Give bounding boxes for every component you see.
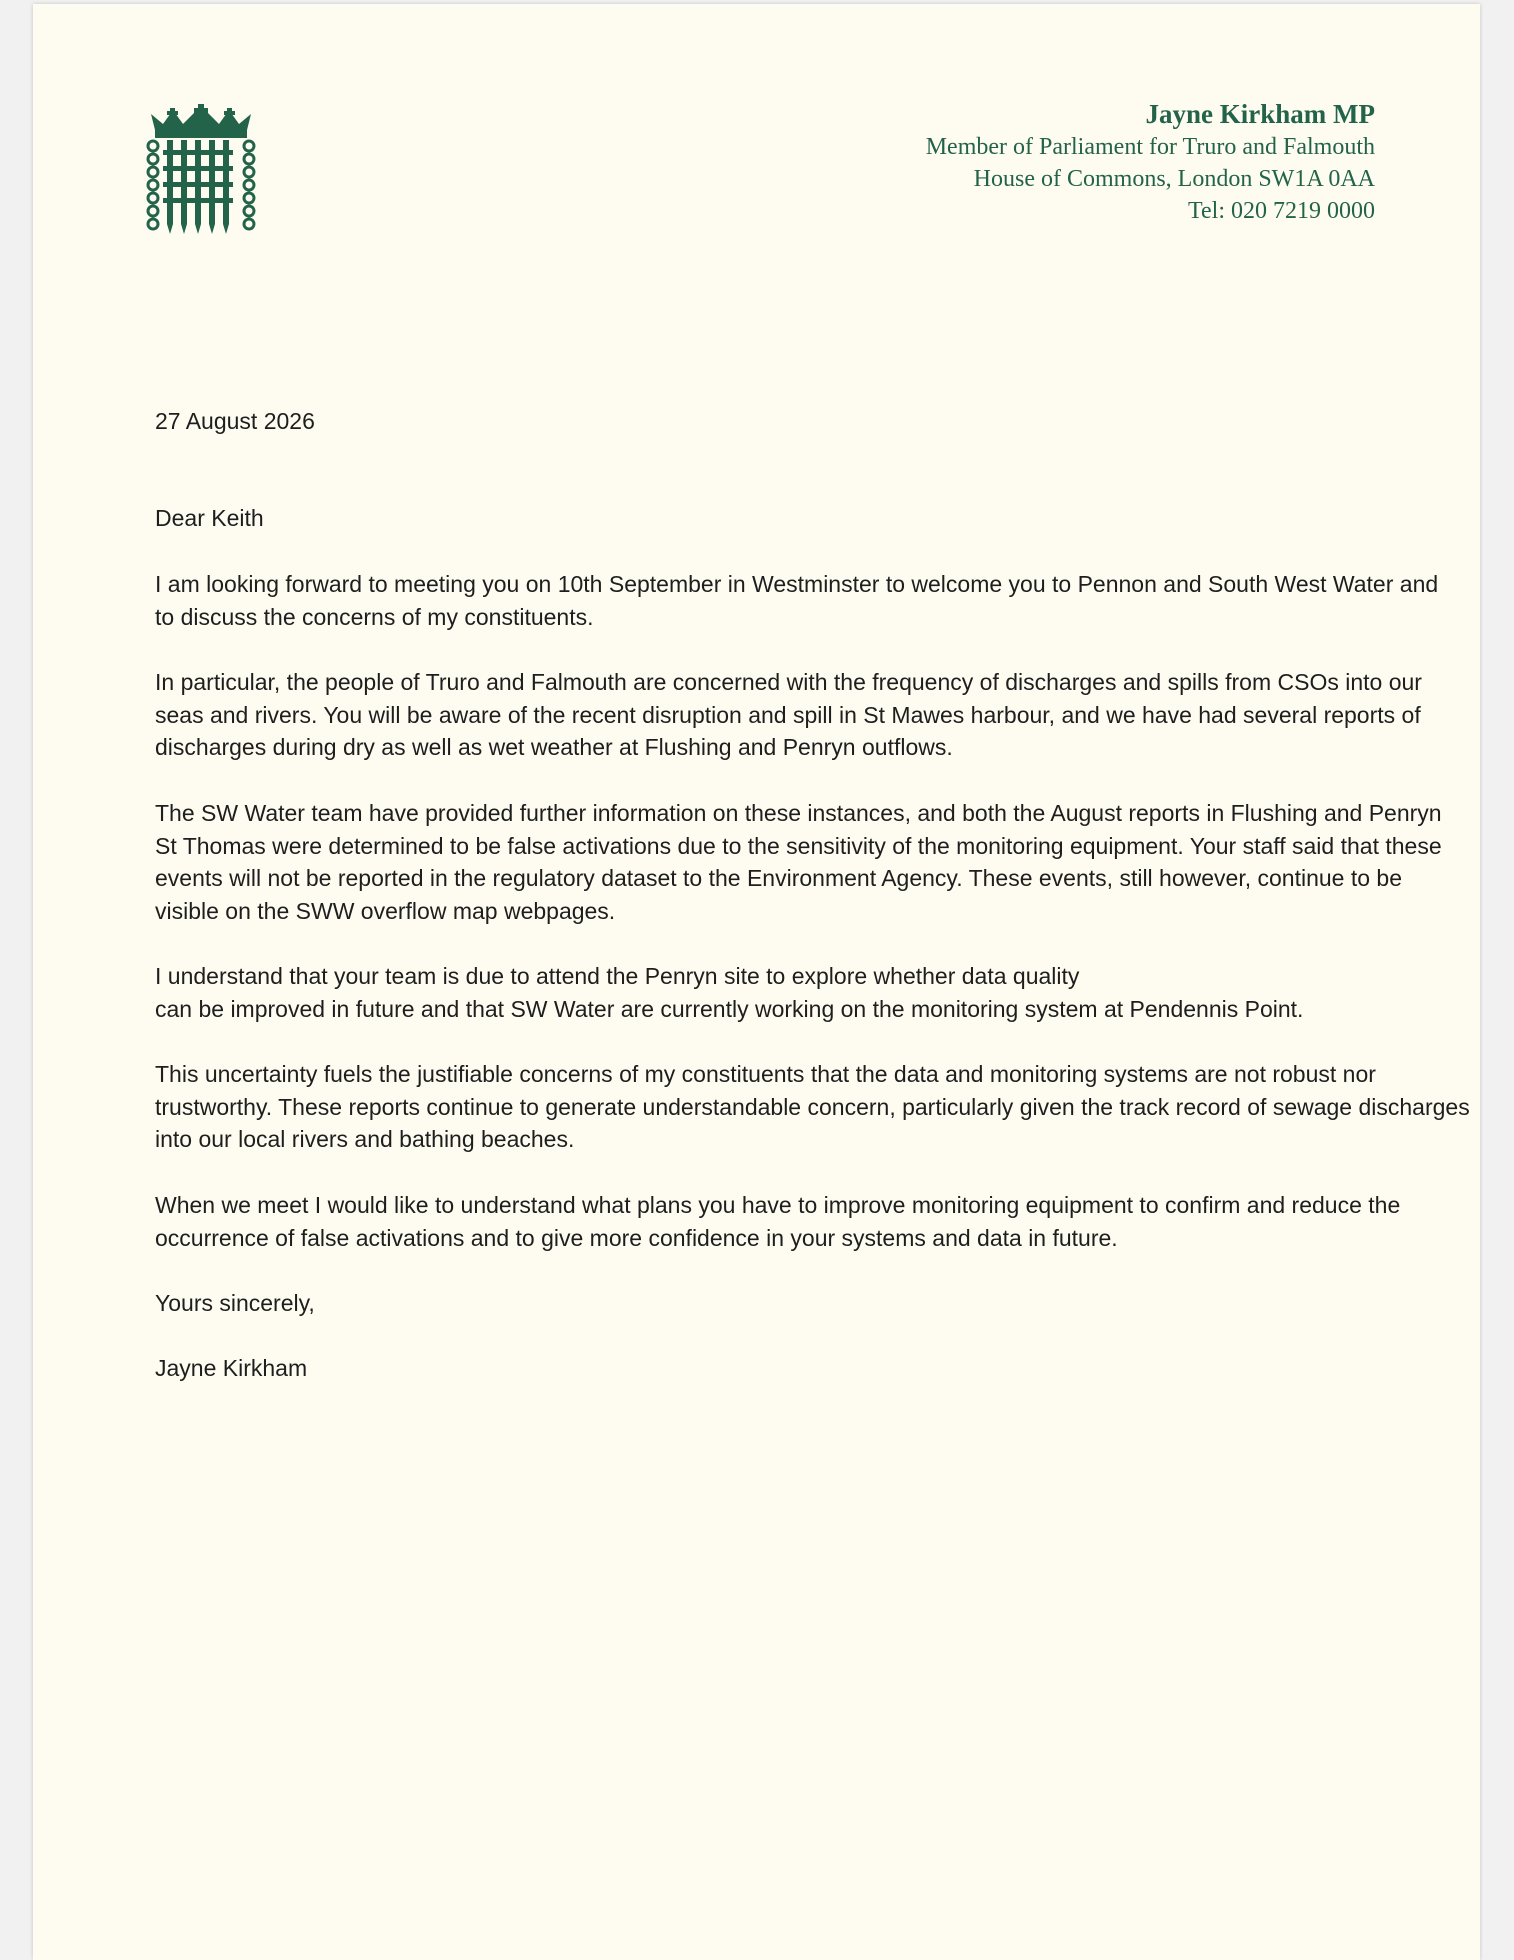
letter-paragraph-4-line-1: I understand that your team is due to attend the Penryn site to explore whether data quality: [155, 963, 1080, 989]
letter-paragraph-3: The SW Water team have provided further information on these instances, and both the August reports in Flushing and Penryn St Thomas were determined to be false activations due to the sensitivity of the monitoring equipment. Your staff said that these events will not be reported in the regulatory dataset to the Environment Agency. These events, still however, continue to be visible on the SWW overflow map webpages.: [155, 800, 1442, 924]
letter-paragraph-4-line-2: can be improved in future and that SW Water are currently working on the monitoring system at Pendennis Point.: [155, 995, 1304, 1022]
letter-date: 27 August 2026: [155, 408, 315, 434]
letterhead: [926, 97, 1375, 227]
letter-paragraph-2: In particular, the people of Truro and Falmouth are concerned with the frequency of discharges and spills from CSOs into our seas and rivers. You will be aware of the recent disruption and spill in St Mawes harbour, and we have had several reports of discharges during dry as well as wet weather at Flushing and Penryn outflows.: [155, 669, 1422, 760]
portcullis-icon: [143, 104, 259, 234]
letter-closing: Yours sincerely,: [155, 1290, 315, 1316]
letter-salutation: Dear Keith: [155, 505, 264, 531]
letter-paragraph-5: This uncertainty fuels the justifiable concerns of my constituents that the data and monitoring systems are not robust nor trustworthy. These reports continue to generate understandable concern, particularly given the track record of sewage discharges into our local rivers and bathing beaches.: [155, 1061, 1470, 1152]
mp-name: Jayne Kirkham MP: [1145, 99, 1375, 129]
letter-paragraph-1: I am looking forward to meeting you on 10th September in Westminster to welcome you to Pennon and South West Water and to discuss the concerns of my constituents.: [155, 571, 1439, 630]
letter-page: [33, 4, 1480, 1960]
letter-signature: Jayne Kirkham: [155, 1355, 308, 1381]
mp-constituency: Member of Parliament for Truro and Falmouth: [925, 134, 1375, 160]
letter-paragraph-4: [155, 960, 1475, 1025]
mp-telephone: Tel: 020 7219 0000: [1188, 198, 1375, 224]
letter-paragraph-6: When we meet I would like to understand what plans you have to improve monitoring equipment to confirm and reduce the occurrence of false activations and to give more confidence in your systems and data in future.: [155, 1192, 1401, 1251]
mp-address: House of Commons, London SW1A 0AA: [973, 166, 1375, 192]
